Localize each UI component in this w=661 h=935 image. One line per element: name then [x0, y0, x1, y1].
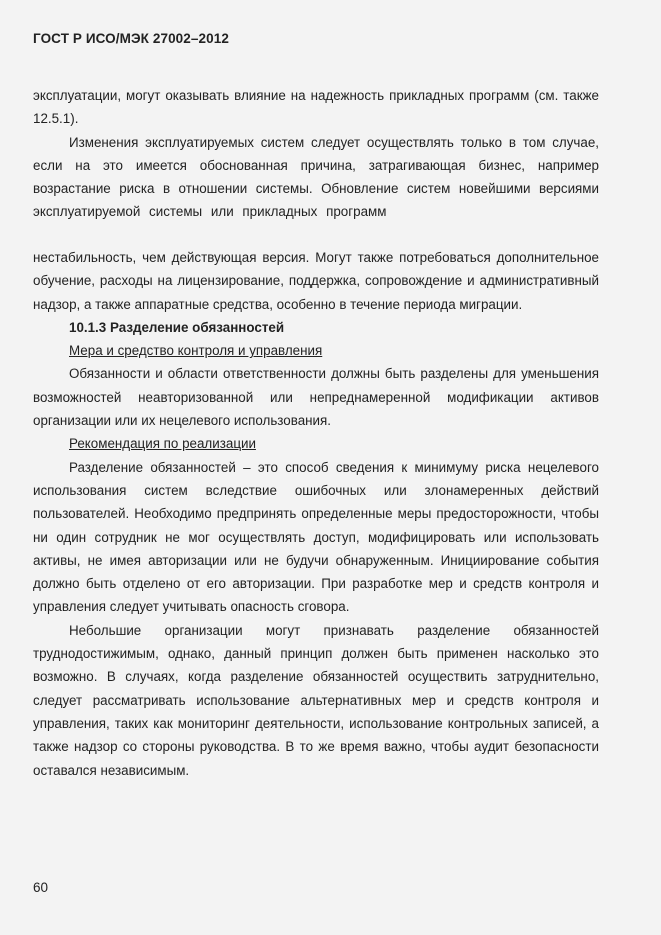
text-line: Разделение обязанностей – это способ сведения к минимуму риска нецелевого [69, 459, 599, 475]
text-line: эксплуатируемой системы или прикладных программ [33, 204, 387, 220]
text-line: надзор, а также аппаратные средства, особенно в течение периода миграции. [33, 296, 523, 312]
subheading-control-text: Мера и средство контроля и управления [69, 343, 323, 359]
text-line: возможно. В случаях, когда разделение обязанностей осуществить затруднительно, [33, 669, 599, 685]
subheading-control [33, 339, 599, 362]
text-line: Небольшие организации могут признавать разделение обязанностей [69, 622, 599, 638]
text-line: организации или их нецелевого использования. [33, 413, 331, 429]
text-line: труднодостижимым, однако, данный принцип должен быть применен насколько это [33, 646, 599, 662]
text-line: 12.5.1). [33, 111, 79, 127]
text-line: управления следует учитывать опасность сговора. [33, 599, 350, 615]
text-block-top [33, 84, 599, 224]
text-line: нестабильность, чем действующая версия. Могут также потребоваться дополнительное [33, 250, 599, 265]
text-line: эксплуатации, могут оказывать влияние на надежность прикладных программ (см. также [33, 88, 599, 103]
text-line: если на это имеется обоснованная причина, затрагивающая бизнес, например [33, 157, 599, 173]
text-line: активы, не имея авторизации или не будучи обнаруженным. Инициирование события [33, 552, 599, 568]
text-block-main [33, 246, 599, 782]
text-line: также надзор со стороны руководства. В то же время важно, чтобы аудит безопасности [33, 739, 599, 755]
text-line: возможностей неавторизованной или непреднамеренной модификации активов [33, 389, 599, 405]
text-line: следует рассматривать использование альтернативных мер и средств контроля и [33, 692, 599, 708]
text-line: ни один сотрудник не мог осуществлять доступ, модифицировать или использовать [33, 529, 599, 545]
text-line: использования систем вследствие ошибочных или злонамеренных действий [33, 482, 599, 498]
subheading-implementation-text: Рекомендация по реализации [69, 436, 256, 452]
text-line: обучение, расходы на лицензирование, поддержка, сопровождение и административный [33, 273, 599, 289]
text-line: должно быть отделено от его авторизации. При разработке мер и средств контроля и [33, 576, 599, 592]
text-line: оставался независимым. [33, 762, 190, 778]
section-heading: 10.1.3 Разделение обязанностей [69, 319, 285, 335]
text-line: возрастание риска в отношении системы. Обновление систем новейшими версиями [33, 181, 599, 197]
text-line: Изменения эксплуатируемых систем следует осуществлять только в том случае, [69, 134, 599, 150]
document-header: ГОСТ Р ИСО/МЭК 27002–2012 [33, 31, 229, 46]
text-line: пользователей. Необходимо предпринять определенные меры предосторожности, чтобы [33, 506, 599, 522]
text-line: Обязанности и области ответственности должны быть разделены для уменьшения [69, 366, 599, 382]
subheading-implementation [33, 432, 599, 455]
page-number: 60 [33, 880, 49, 895]
text-line: управления, таких как мониторинг деятельности, использование контрольных записей, а [33, 715, 599, 731]
